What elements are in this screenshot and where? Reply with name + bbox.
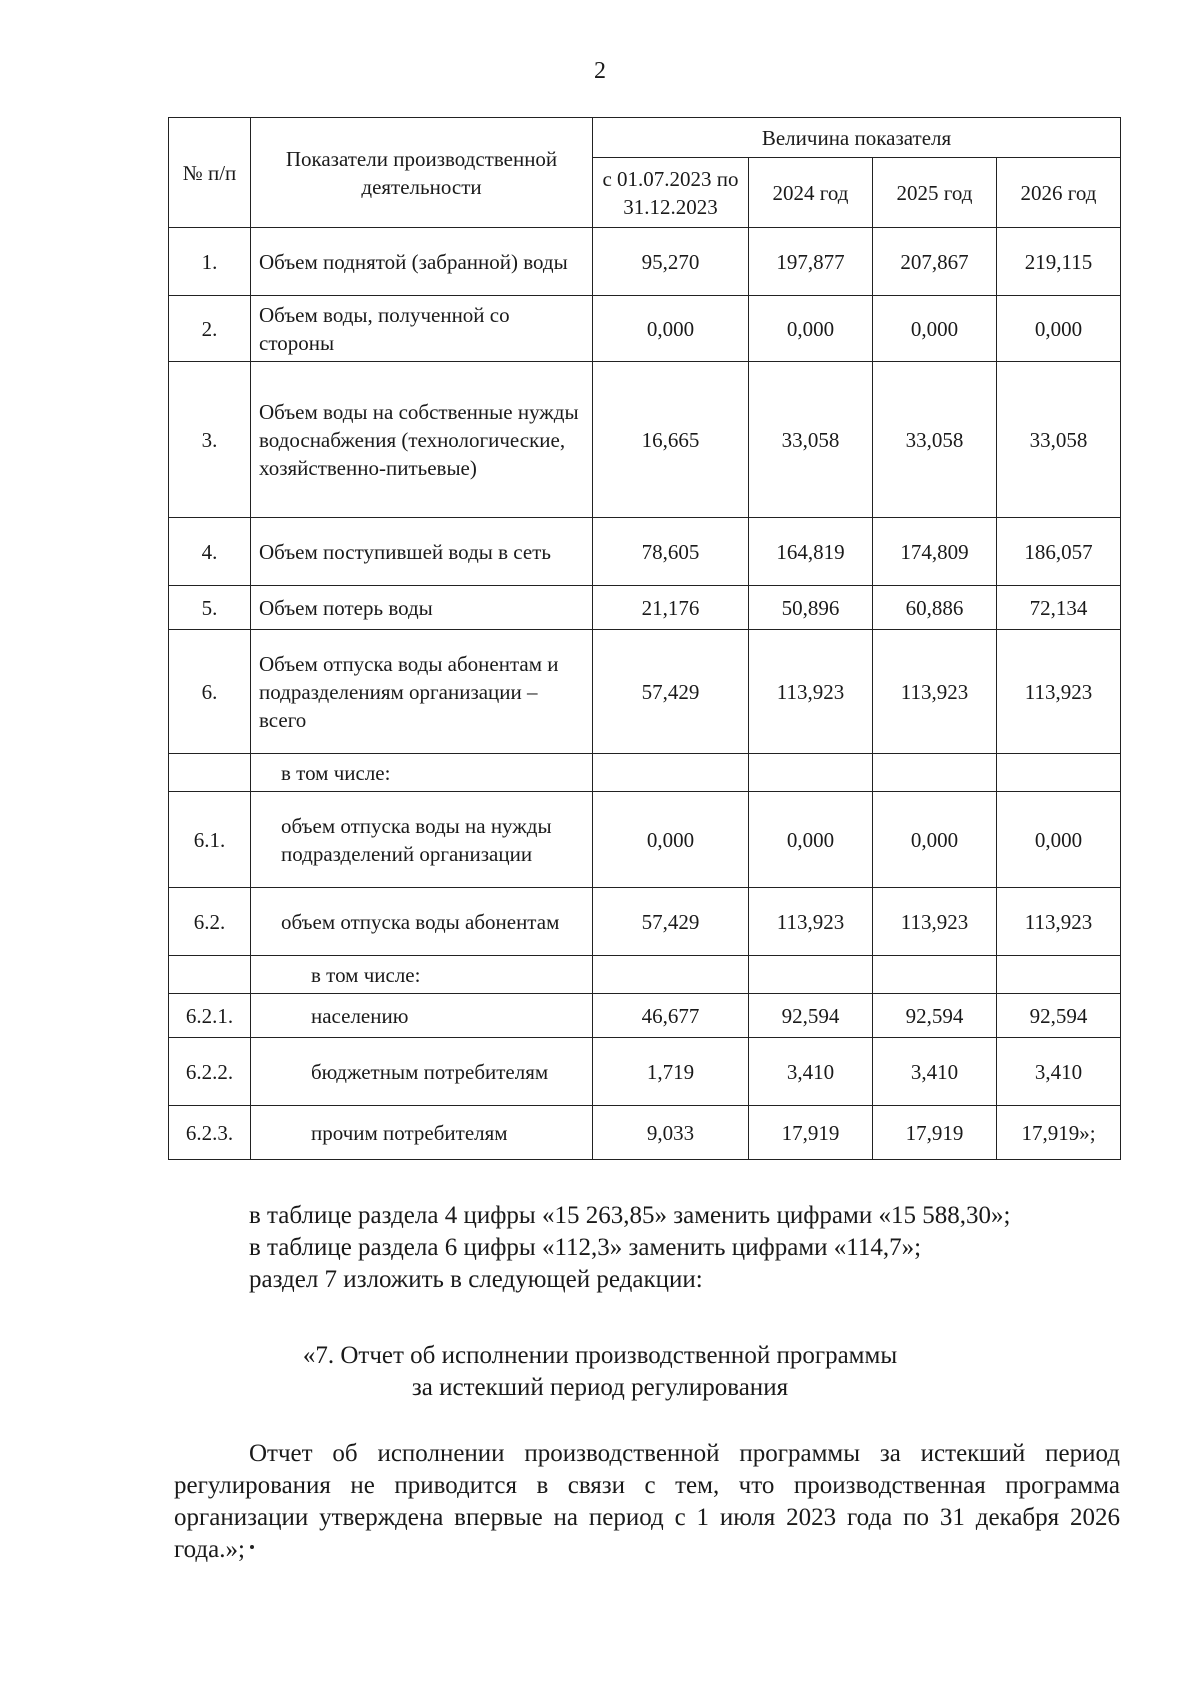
row-indicator: Объем отпуска воды абонентам и подразделениям организации – всего xyxy=(251,630,593,754)
row-value: 46,677 xyxy=(593,994,749,1038)
stray-mark xyxy=(250,1545,254,1549)
row-indicator: Объем воды на собственные нужды водоснабжения (технологические, хозяйственно-питьевые) xyxy=(251,362,593,518)
row-number: 3. xyxy=(169,362,251,518)
row-value: 50,896 xyxy=(749,586,873,630)
row-value: 164,819 xyxy=(749,518,873,586)
row-value xyxy=(593,956,749,994)
table-row xyxy=(169,1038,1121,1106)
row-number: 4. xyxy=(169,518,251,586)
row-value xyxy=(873,956,997,994)
row-indicator: Объем воды, полученной со стороны xyxy=(251,296,593,362)
row-number: 6.2.1. xyxy=(169,994,251,1038)
row-value: 0,000 xyxy=(873,792,997,888)
row-value: 197,877 xyxy=(749,228,873,296)
row-value: 33,058 xyxy=(749,362,873,518)
row-value: 113,923 xyxy=(873,630,997,754)
row-value xyxy=(749,956,873,994)
table-row xyxy=(169,228,1121,296)
row-value: 60,886 xyxy=(873,586,997,630)
row-number xyxy=(169,956,251,994)
row-value: 57,429 xyxy=(593,630,749,754)
row-number: 5. xyxy=(169,586,251,630)
row-value: 92,594 xyxy=(749,994,873,1038)
row-value: 57,429 xyxy=(593,888,749,956)
row-number: 6.2.2. xyxy=(169,1038,251,1106)
row-value: 33,058 xyxy=(873,362,997,518)
row-value: 0,000 xyxy=(749,296,873,362)
table-row xyxy=(169,1106,1121,1160)
table-row xyxy=(169,792,1121,888)
row-indicator: населению xyxy=(251,994,593,1038)
report-block xyxy=(174,1438,1120,1566)
row-value: 113,923 xyxy=(749,888,873,956)
page-number: 2 xyxy=(594,58,606,84)
row-value: 78,605 xyxy=(593,518,749,586)
row-value: 113,923 xyxy=(997,888,1121,956)
row-value: 21,176 xyxy=(593,586,749,630)
row-indicator: объем отпуска воды абонентам xyxy=(251,888,593,956)
row-value: 17,919 xyxy=(749,1106,873,1160)
table-row xyxy=(169,518,1121,586)
section-title-line: за истекший период регулирования xyxy=(411,1374,789,1401)
row-value: 72,134 xyxy=(997,586,1121,630)
row-value: 207,867 xyxy=(873,228,997,296)
row-value xyxy=(997,956,1121,994)
row-number: 6.1. xyxy=(169,792,251,888)
row-value: 3,410 xyxy=(873,1038,997,1106)
header-period-2026: 2026 год xyxy=(997,158,1121,228)
section-title-line: «7. Отчет об исполнении производственной программы xyxy=(302,1342,898,1369)
row-value: 9,033 xyxy=(593,1106,749,1160)
header-period-h2-2023: с 01.07.2023 по 31.12.2023 xyxy=(593,158,749,228)
row-indicator: Объем поступившей воды в сеть xyxy=(251,518,593,586)
row-indicator: прочим потребителям xyxy=(251,1106,593,1160)
row-indicator: бюджетным потребителям xyxy=(251,1038,593,1106)
header-num: № п/п xyxy=(169,118,251,228)
table-row xyxy=(169,296,1121,362)
table-row xyxy=(169,888,1121,956)
amendment-line: в таблице раздела 4 цифры «15 263,85» заменить цифрами «15 588,30»; xyxy=(249,1202,1011,1229)
section-title xyxy=(0,1340,1200,1404)
header-indicator: Показатели производственной деятельности xyxy=(251,118,593,228)
row-value: 17,919 xyxy=(873,1106,997,1160)
table-row xyxy=(169,956,1121,994)
row-value: 16,665 xyxy=(593,362,749,518)
row-value xyxy=(593,754,749,792)
row-indicator: в том числе: xyxy=(251,956,593,994)
row-value: 0,000 xyxy=(749,792,873,888)
row-value: 0,000 xyxy=(997,792,1121,888)
row-value: 113,923 xyxy=(873,888,997,956)
row-indicator: Объем потерь воды xyxy=(251,586,593,630)
row-value: 113,923 xyxy=(749,630,873,754)
report-paragraph: Отчет об исполнении производственной программы за истекший период регулирования не приводится в связи с тем, что производственная программа организации утверждена впервые на период с 1 июля 2023 года по 31 декабря 2026 года.»; xyxy=(174,1440,1120,1563)
row-value: 92,594 xyxy=(997,994,1121,1038)
header-period-2025: 2025 год xyxy=(873,158,997,228)
row-value: 174,809 xyxy=(873,518,997,586)
row-value: 113,923 xyxy=(997,630,1121,754)
row-number: 6. xyxy=(169,630,251,754)
row-number xyxy=(169,754,251,792)
row-number: 2. xyxy=(169,296,251,362)
row-value: 0,000 xyxy=(593,792,749,888)
row-value: 92,594 xyxy=(873,994,997,1038)
table-row xyxy=(169,754,1121,792)
header-value-group: Величина показателя xyxy=(593,118,1121,158)
row-indicator: в том числе: xyxy=(251,754,593,792)
row-value: 33,058 xyxy=(997,362,1121,518)
row-value: 3,410 xyxy=(749,1038,873,1106)
row-value: 95,270 xyxy=(593,228,749,296)
row-value: 0,000 xyxy=(997,296,1121,362)
row-indicator: объем отпуска воды на нужды подразделений организации xyxy=(251,792,593,888)
header-period-2024: 2024 год xyxy=(749,158,873,228)
row-number: 1. xyxy=(169,228,251,296)
table-row xyxy=(169,586,1121,630)
row-value: 0,000 xyxy=(873,296,997,362)
row-value: 219,115 xyxy=(997,228,1121,296)
row-value: 186,057 xyxy=(997,518,1121,586)
row-value: 1,719 xyxy=(593,1038,749,1106)
amendments-block xyxy=(0,1200,1200,1296)
row-value: 0,000 xyxy=(593,296,749,362)
table-row xyxy=(169,362,1121,518)
table-row xyxy=(169,630,1121,754)
row-number: 6.2. xyxy=(169,888,251,956)
row-value: 3,410 xyxy=(997,1038,1121,1106)
amendment-line: в таблице раздела 6 цифры «112,3» заменить цифрами «114,7»; xyxy=(249,1234,922,1261)
row-value xyxy=(749,754,873,792)
table-row xyxy=(169,994,1121,1038)
row-value xyxy=(997,754,1121,792)
row-value xyxy=(873,754,997,792)
production-indicators-table xyxy=(168,117,1121,1160)
row-number: 6.2.3. xyxy=(169,1106,251,1160)
row-indicator: Объем поднятой (забранной) воды xyxy=(251,228,593,296)
amendment-line: раздел 7 изложить в следующей редакции: xyxy=(249,1266,703,1293)
row-value: 17,919»; xyxy=(997,1106,1121,1160)
